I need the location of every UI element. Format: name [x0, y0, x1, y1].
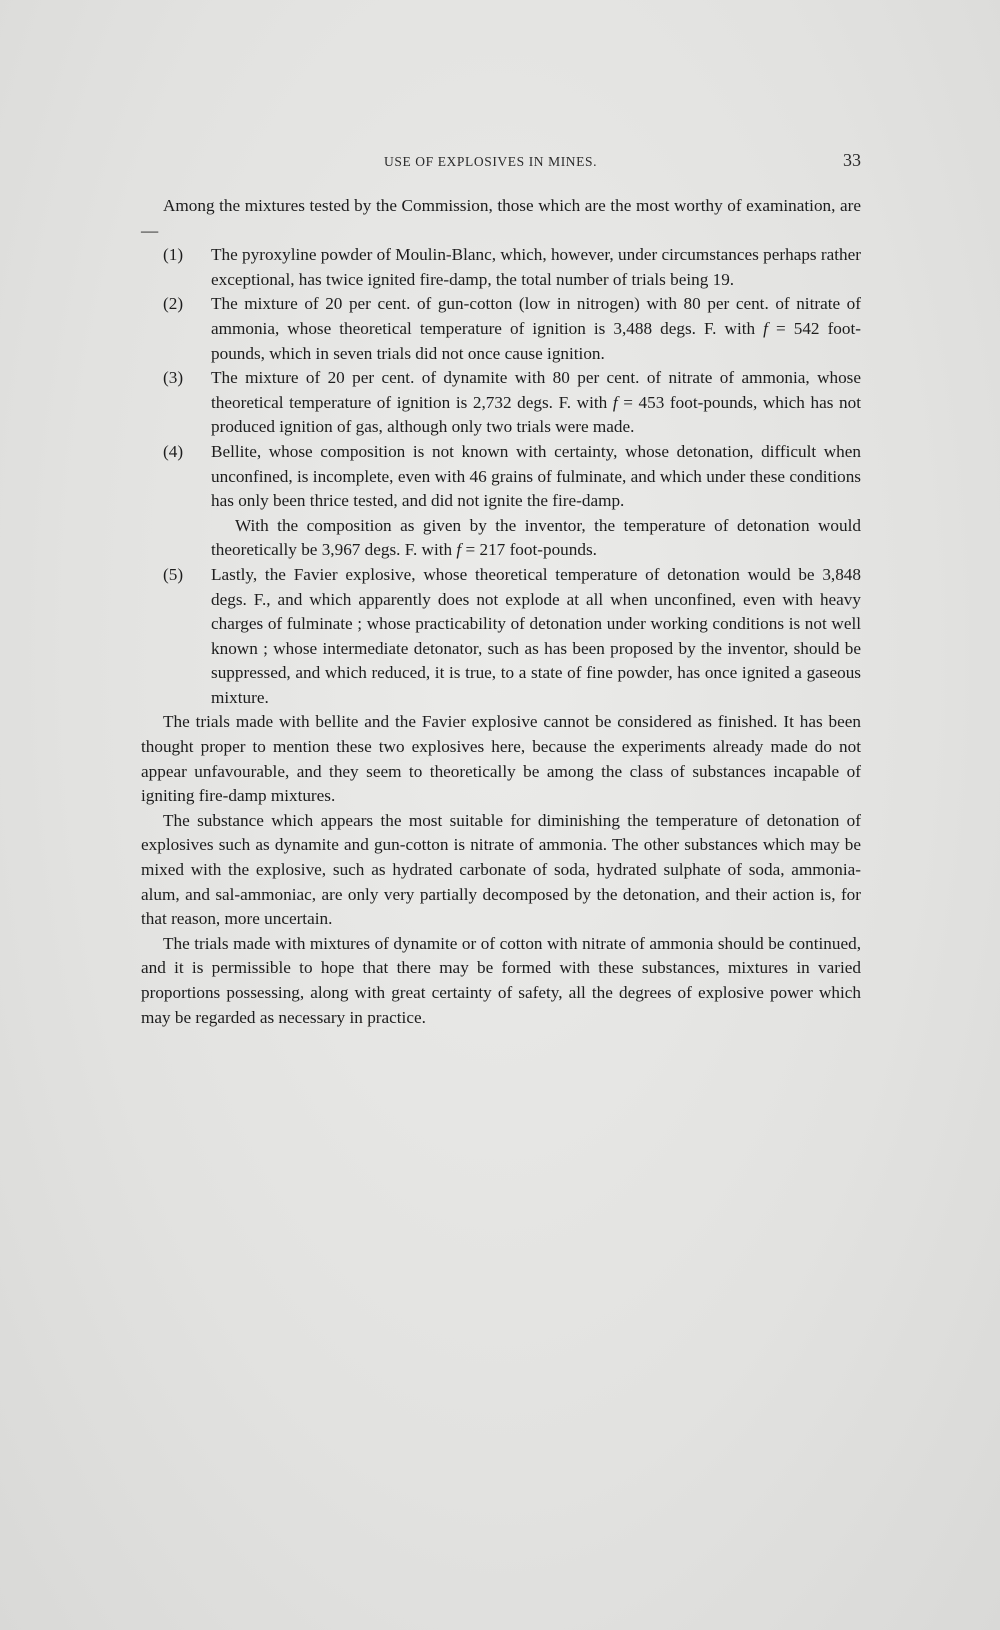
- running-head: USE OF EXPLOSIVES IN MINES.: [384, 154, 598, 169]
- paragraph: The trials made with bellite and the Favier explosive cannot be considered as finished. It has been thought proper to mention these two explosives here, because the experiments already made do not appear unfavourable, and they seem to theoretically be among the class of substances incapable of igniting fire-damp mixtures.: [141, 712, 861, 806]
- body-text: [141, 194, 861, 1030]
- list-item-text: = 453 foot-pounds, which has not produced ignition of gas, although only two trials were made.: [211, 392, 861, 437]
- formula-symbol: f: [456, 540, 462, 560]
- list-marker: (3): [163, 368, 184, 388]
- sub-paragraph: [211, 514, 861, 563]
- list-item: [141, 563, 861, 711]
- list-item: [141, 366, 861, 440]
- list-marker: (4): [163, 441, 184, 461]
- list-item-text: The mixture of 20 per cent. of dynamite with 80 per cent. of nitrate of ammonia, whose theoretical temperature of ignition is 2,732 degs. F. with: [211, 368, 861, 412]
- sub-text: = 217 foot-pounds.: [461, 540, 597, 560]
- paragraph: The substance which appears the most suitable for diminishing the temperature of detonation of explosives such as dynamite and gun-cotton is nitrate of ammonia. The other substances which may be mixed with the explosive, such as hydrated carbonate of soda, hydrated sulphate of soda, ammonia-alum, and sal-ammoniac, are only very partially decomposed by the detonation, and their action is, for that reason, more uncertain.: [141, 810, 861, 929]
- list-item: [141, 440, 861, 563]
- list-item-text: = 542 foot-pounds, which in seven trials did not once cause ignition.: [211, 318, 861, 363]
- sub-text: With the composition as given by the inventor, the temperature of detonation would theoretically be 3,967 degs. F. with: [211, 515, 861, 560]
- intro-paragraph: Among the mixtures tested by the Commission, those which are the most worthy of examination, are—: [141, 196, 861, 240]
- list-item-text: Bellite, whose composition is not known with certainty, whose detonation, difficult when unconfined, is incomplete, even with 46 grains of fulminate, and which under these conditions has only been thrice tested, and did not ignite the fire-damp.: [211, 441, 861, 511]
- paragraph: The trials made with mixtures of dynamite or of cotton with nitrate of ammonia should be continued, and it is permissible to hope that there may be formed with these substances, mixtures in varied proportions possessing, along with great certainty of safety, all the degrees of explosive power which may be regarded as necessary in practice.: [141, 933, 861, 1027]
- list-item: [141, 243, 861, 292]
- list-item: [141, 292, 861, 366]
- list-item-text: The pyroxyline powder of Moulin-Blanc, which, however, under circumstances perhaps rather exceptional, has twice ignited fire-damp, the total number of trials being 19.: [211, 245, 861, 289]
- list-marker: (1): [163, 245, 184, 265]
- mixture-list: [141, 243, 861, 710]
- list-item-text: Lastly, the Favier explosive, whose theoretical temperature of detonation would be 3,848 degs. F., and which apparently does not explode at all when unconfined, even with heavy charges of fulminate ; whose practicability of detonation under working conditions is not well known ; whose intermediate detonator, such as has been proposed by the inventor, should be suppressed, and which reduced, it is true, to a state of fine powder, has once ignited a gaseous mixture.: [211, 564, 861, 707]
- page-number: 33: [843, 150, 861, 170]
- formula-symbol: f: [612, 392, 618, 412]
- list-marker: (5): [163, 564, 184, 584]
- list-marker: (2): [163, 294, 184, 314]
- formula-symbol: f: [763, 318, 768, 338]
- list-item-text: The mixture of 20 per cent. of gun-cotton (low in nitrogen) with 80 per cent. of nitrate of ammonia, whose theoretical temperature of ignition is 3,488 degs. F. with: [211, 294, 861, 338]
